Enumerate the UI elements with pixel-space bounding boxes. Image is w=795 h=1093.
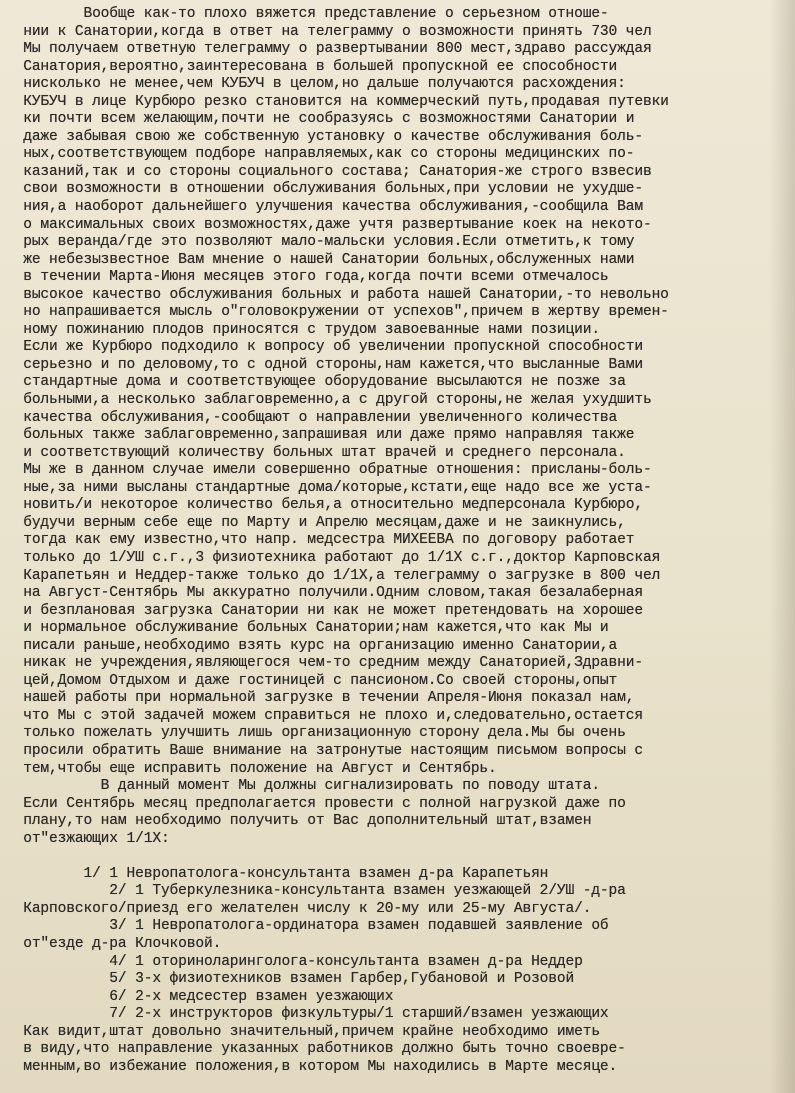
text-line: будучи верным себе еще по Марту и Апрелю месяцам,даже и не заикнулись, [6, 514, 626, 531]
text-line: серьезно и по деловому,то с одной стороны,нам кажется,что высланные Вами [6, 356, 643, 373]
text-line: 7/ 2-х инструкторов физкультуры/1 старший/взамен уезжающих [6, 1006, 609, 1023]
text-line: цей,Домом Отдыхом и даже гостиницей с пансионом.Со своей стороны,опыт [6, 672, 618, 689]
letter-body [6, 6, 791, 1076]
text-line: но напрашивается мысль о"головокружении от успехов",причем в жертву времен- [6, 304, 669, 321]
text-line: что Мы с этой задачей можем справиться не плохо и,следовательно,остается [6, 707, 643, 724]
text-line: плану,то нам необходимо получить от Вас дополнительный штат,взамен [6, 813, 592, 830]
text-line: больных также заблаговременно,запрашивая или даже прямо направляя также [6, 427, 635, 444]
text-line: Карапетьян и Неддер-также только до 1/1Х,а телеграмму о загрузке в 800 чел [6, 567, 661, 584]
text-line: Мы получаем ответную телеграмму о развертывании 800 мест,здраво рассуждая [6, 41, 652, 58]
text-line: Если же Курбюро подходило к вопросу об увеличении пропускной способности [6, 339, 643, 356]
text-line: же небезызвестное Вам мнение о нашей Санатории больных,обслуженных нами [6, 251, 635, 268]
text-line: больными,а несколько заблаговременно,а с другой стороны,не желая ухудшить [6, 392, 652, 409]
text-line: ки почти всем желающим,почти не сообразуясь с возможностями Санатории и [6, 111, 635, 128]
text-line: в течении Марта-Июня месяцев этого года,когда почти всеми отмечалось [6, 269, 609, 286]
text-line [6, 848, 791, 866]
text-line: нашей работы при нормальной загрузке в течении Апреля-Июня показал нам, [6, 690, 635, 707]
text-line: ния,а наоборот дальнейшего улучшения качества обслуживания,-сообщила Вам [6, 199, 643, 216]
text-line: в виду,что направление указанных работников должно быть точно своевре- [6, 1041, 626, 1058]
text-line: 3/ 1 Невропатолога-ординатора взамен подавшей заявление об [6, 918, 609, 935]
text-line: менным,во избежание положения,в котором Мы находились в Марте месяце. [6, 1058, 618, 1075]
text-line: рых веранда/где это позволяют мало-мальски условия.Если отметить,к тому [6, 234, 635, 251]
text-line: 4/ 1 оториноларинголога-консультанта взамен д-ра Неддер [6, 953, 583, 970]
text-line: тем,чтобы еще исправить положение на Август и Сентябрь. [6, 760, 497, 777]
text-line: Мы же в данном случае имели совершенно обратные отношения: присланы-боль- [6, 462, 652, 479]
text-line: ные,за ними высланы стандартные дома/которые,кстати,еще надо все же уста- [6, 479, 652, 496]
text-line: писали раньше,необходимо взять курс на организацию именно Санатории,а [6, 637, 618, 654]
text-line: нии к Санатории,когда в ответ на телеграмму о возможности принять 730 чел [6, 23, 652, 40]
text-line: и безплановая загрузка Санатории ни как не может претендовать на хорошее [6, 602, 643, 619]
text-line: и соответствующий количеству больных штат врачей и среднего персонала. [6, 444, 626, 461]
text-line: никак не учреждения,являющегося чем-то средним между Санаторией,Здравни- [6, 655, 643, 672]
text-line: 5/ 3-х физиотехников взамен Гарбер,Губановой и Розовой [6, 971, 575, 988]
text-line: качества обслуживания,-сообщают о направлении увеличенного количества [6, 409, 618, 426]
text-line: казаний,так и со стороны социального состава; Санатория-же строго взвесив [6, 163, 652, 180]
text-line: от"езде д-ра Клочковой. [6, 935, 222, 952]
text-line: от"езжающих 1/1Х: [6, 830, 170, 847]
text-line: нисколько не менее,чем КУБУЧ в целом,но дальше получаются расхождения: [6, 76, 626, 93]
text-line: о максимальных своих возможностях,даже учтя развертывание коек на некото- [6, 216, 652, 233]
text-line: даже забывая свою же собственную установку о качестве обслуживания боль- [6, 128, 643, 145]
text-line: просили обратить Ваше внимание на затронутые настоящим письмом вопросы с [6, 742, 643, 759]
text-line: новить/и некоторое количество белья,а относительно медперсонала Курбюро, [6, 497, 643, 514]
text-line: на Август-Сентябрь Мы аккуратно получили.Одним словом,такая безалаберная [6, 585, 643, 602]
text-line: В данный момент Мы должны сигнализировать по поводу штата. [6, 778, 600, 795]
text-line: стандартные дома и соответствующее оборудование высылаются не позже за [6, 374, 626, 391]
text-line: 2/ 1 Туберкулезника-консультанта взамен уезжающей 2/УШ -д-ра [6, 883, 626, 900]
text-line: высокое качество обслуживания больных и работа нашей Санатории,-то невольно [6, 286, 669, 303]
text-line: Вообще как-то плохо вяжется представление о серьезном отноше- [6, 6, 609, 22]
text-line: 6/ 2-х медсестер взамен уезжающих [6, 988, 394, 1005]
text-line: только до 1/УШ с.г.,3 физиотехника работают до 1/1Х с.г.,доктор Карповская [6, 549, 661, 566]
text-line: 1/ 1 Невропатолога-консультанта взамен д-ра Карапетьян [6, 865, 549, 882]
text-line: Как видит,штат довольно значительный,причем крайне необходимо иметь [6, 1023, 600, 1040]
text-line: только пожелать улучшить лишь организационную сторону дела.Мы бы очень [6, 725, 626, 742]
text-line: Если Сентябрь месяц предполагается провести с полной нагрузкой даже по [6, 795, 626, 812]
text-line: Карповского/приезд его желателен числу к 20-му или 25-му Августа/. [6, 900, 592, 917]
text-line: КУБУЧ в лице Курбюро резко становится на коммерческий путь,продавая путевки [6, 93, 669, 110]
text-line: ных,соответствующем подборе направляемых,как со стороны медицинских по- [6, 146, 635, 163]
text-line: и нормальное обслуживание больных Санатории;нам кажется,что как Мы и [6, 620, 609, 637]
text-line: свои возможности в отношении обслуживания больных,при условии не ухудше- [6, 181, 643, 198]
text-line: ному пожинанию плодов приносятся с трудом завоеванные нами позиции. [6, 321, 600, 338]
text-line: тогда как ему известно,что напр. медсестра МИХЕЕВА по договору работает [6, 532, 635, 549]
text-line: Санатория,вероятно,заинтересована в большей пропускной ее способности [6, 58, 618, 75]
